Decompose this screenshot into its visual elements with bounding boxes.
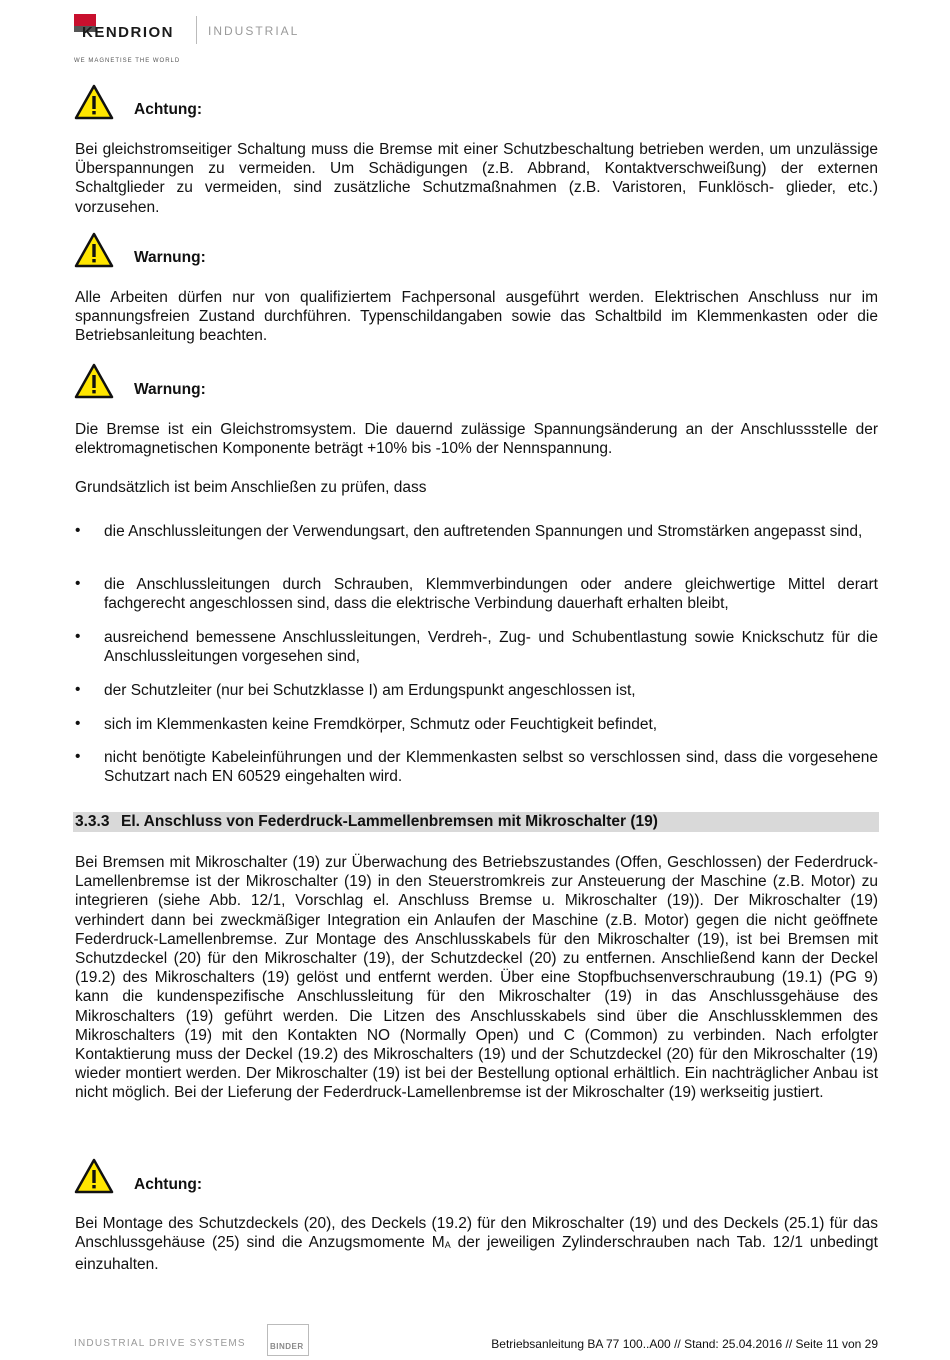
logo-division: INDUSTRIAL [208,24,300,38]
list-item: nicht benötigte Kabeleinführungen und der Klemmenkasten selbst so verschlossen sind, dass die vorgesehene Schutzart nach EN 60529 eingehalten wird. [104,749,878,786]
section-number: 3.3.3 [75,813,110,830]
kendrion-logo [74,14,314,74]
notice-text-part: der jeweiligen Zylinderschrauben nach Tab. 12/1 unbedingt einzuhalten. [75,1234,878,1274]
notice-text: Alle Arbeiten dürfen nur von qualifiziertem Fachpersonal ausgeführt werden. Elektrischen Anschluss nur im spannungsfreien Zustand durchführen. Typenschildangaben sowie das Schaltbild im Klemmenkasten oder die Betriebsanleitung beachten. [75,289,878,345]
warning-triangle-icon [74,363,114,399]
notice-text: Bei gleichstromseitiger Schaltung muss die Bremse mit einer Schutzbeschaltung betrieben werden, um unzulässige Überspannungen zu vermeiden. Um Schädigungen (z.B. Abbrand, Kontaktverschweißung) der externen Schaltglieder zu vermeiden, sind zusätzliche Schutzmaßnahmen (z.B. Varistoren, Funklösch- glieder, etc.) vorzusehen. [75,141,878,216]
list-item: der Schutzleiter (nur bei Schutzklasse I) am Erdungspunkt angeschlossen ist, [104,682,636,699]
binder-logo [267,1324,309,1356]
notice-text-part: Bei Montage des Schutzdeckels (20), des Deckels (19.2) für den Mikroschalter (19) und des Deckels (25.1) für das Anschlussgehäuse (25) sind die Anzugsmomente M [75,1215,878,1252]
notice-heading: Warnung: [134,381,206,398]
bullet-symbol: • [75,575,81,592]
list-item: ausreichend bemessene Anschlussleitungen, Verdreh-, Zug- und Schubentlastung sowie Knickschutz für die Anschlussleitungen vorgesehen sind, [104,629,878,666]
bullet-symbol: • [75,522,81,539]
logo-tagline: WE MAGNETISE THE WORLD [74,58,181,64]
list-item: die Anschlussleitungen der Verwendungsart, den auftretenden Spannungen und Stromstärken angepasst sind, [104,523,863,540]
intro-text: Grundsätzlich ist beim Anschließen zu prüfen, dass [75,479,427,496]
list-item: sich im Klemmenkasten keine Fremdkörper, Schmutz oder Feuchtigkeit befindet, [104,716,658,733]
logo-divider [196,16,197,44]
warning-triangle-icon [74,232,114,268]
bullet-symbol: • [75,748,81,765]
logo-wordmark: KENDRION [82,24,175,41]
notice-text: Die Bremse ist ein Gleichstromsystem. Die dauernd zulässige Spannungsänderung an der Anschlussstelle der elektromagnetischen Komponente beträgt +10% bis -10% der Nennspannung. [75,421,878,458]
torque-subscript: A [444,1240,451,1251]
warning-triangle-icon [74,1158,114,1194]
footer-division: INDUSTRIAL DRIVE SYSTEMS [74,1338,246,1349]
notice-heading: Achtung: [134,1176,203,1193]
list-item: die Anschlussleitungen durch Schrauben, Klemmverbindungen oder andere gleichwertige Mittel derart fachgerecht angeschlossen sind, dass die elektrische Verbindung dauerhaft erhalten bleibt, [104,576,878,613]
binder-logo-text: BINDER [270,1342,304,1351]
warning-triangle-icon [74,84,114,120]
footer-document-info: Betriebsanleitung BA 77 100..A00 // Stand: 25.04.2016 // Seite 11 von 29 [491,1337,878,1351]
section-title: El. Anschluss von Federdruck-Lammellenbremsen mit Mikroschalter (19) [121,813,658,830]
section-body: Bei Bremsen mit Mikroschalter (19) zur Überwachung des Betriebszustandes (Offen, Geschlossen) der Federdruck-Lamellenbremse ist der Mikroschalter (19) in den Steuerstromkreis zur Ansteuerung der Maschine (z.B. Motor) zu integrieren (siehe Abb. 12/1, Vorschlag el. Anschluss Bremse u. Mikroschalter (19)). Der Mikroschalter (19) verhindert dann bei zweckmäßiger Integration ein Anlaufen der Maschine (z.B. Motor) gegen die nicht geöffnete Federdruck-Lamellenbremse. Zur Montage des Anschlusskabels für den Mikroschalter (19), ist bei Bremsen mit Schutzdeckel (20) für den Mikroschalter (19), der Schutzdeckel (20) zu entfernen. Anschließend kann der Deckel (19.2) des Mikroschalters (19) gelöst und entfernt werden. Über eine Stopfbuchsenverschraubung (19.1) (PG 9) kann die kundenspezifische Anschlussleitung für den Mikroschalter (19) in das Anschlussgehäuse des Mikroschalters (19) geführt werden. Die Litzen des Anschlusskabels sind über die Anschlussklemmen des Mikroschalters (19) mit den Kontakten NO (Normally Open) und C (Common) zu verbinden. Nach erfolgter Kontaktierung muss der Deckel (19.2) des Mikroschalters (19) und der Schutzdeckel (20) für den Mikroschalter (19) wieder montiert werden. Der Mikroschalter (19) ist bei der Bestellung optional erhältlich. Ein nachträglicher Anbau ist nicht möglich. Bei der Lieferung der Federdruck-Lamellenbremse ist der Mikroschalter (19) werkseitig justiert. [75,854,878,1102]
bullet-symbol: • [75,628,81,645]
notice-text [75,1214,878,1275]
bullet-symbol: • [75,681,81,698]
notice-heading: Warnung: [134,249,206,266]
bullet-symbol: • [75,715,81,732]
notice-heading: Achtung: [134,101,203,118]
section-heading-bar [73,812,879,832]
